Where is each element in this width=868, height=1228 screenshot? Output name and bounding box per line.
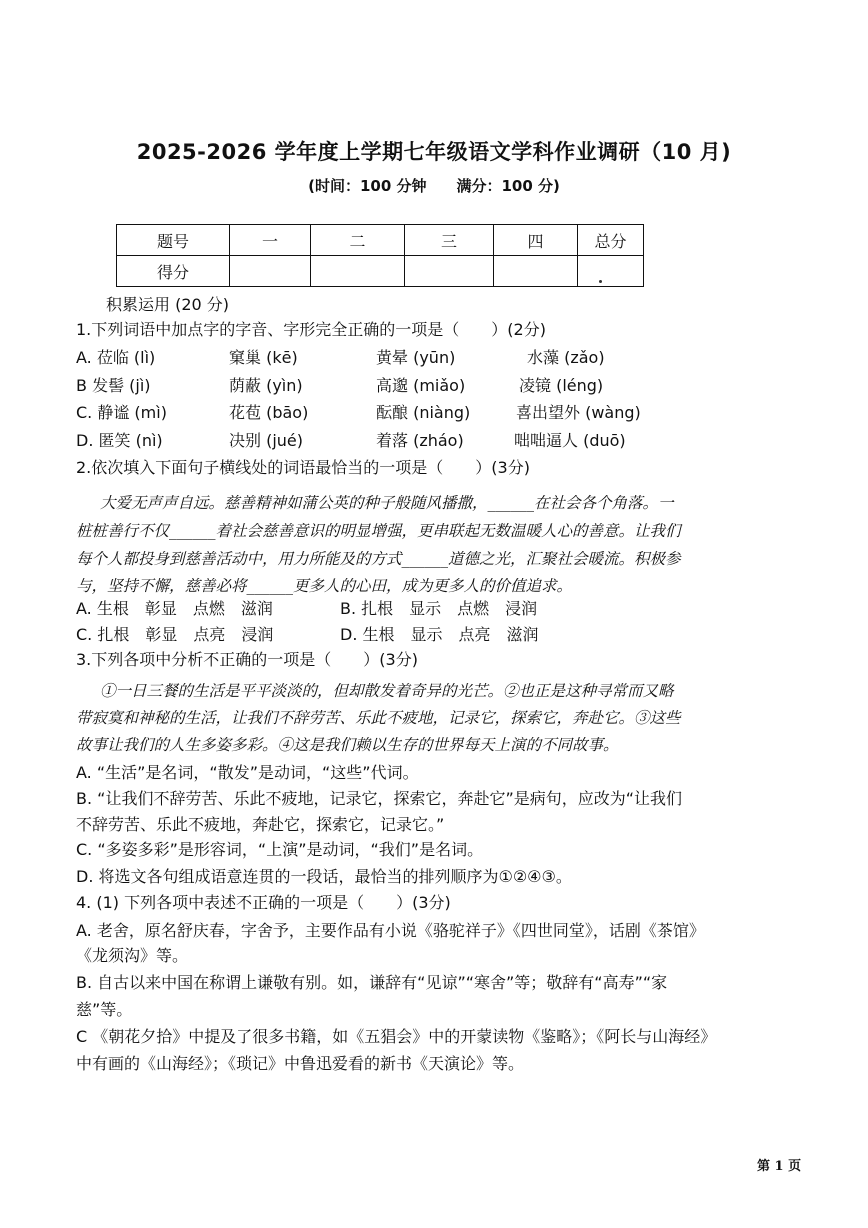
- table-cell: 总分: [578, 225, 644, 256]
- q1-option: 咄咄逼人 (duō): [514, 431, 626, 450]
- q3-option-c: C. “多姿多彩”是形容词，“上演”是动词，“我们”是名词。: [76, 840, 484, 859]
- q2-passage-line: 大爱无声声自远。慈善精神如蒲公英的种子般随风播撒，______在社会各个角落。一: [100, 494, 674, 512]
- q4-option-b-cont: 慈”等。: [76, 1000, 133, 1019]
- q2-passage-line: 每个人都投身到慈善活动中，用力所能及的方式______道德之光，汇聚社会暖流。积极参: [76, 550, 681, 568]
- q3-passage-line: 故事让我们的人生多姿多彩。④这是我们赖以生存的世界每天上演的不同故事。: [76, 736, 619, 754]
- table-cell[interactable]: [230, 256, 311, 287]
- q2-passage-line: 桩桩善行不仅______着社会慈善意识的明显增强，更串联起无数温暖人心的善意。让我们: [76, 522, 681, 540]
- question-4-stem: 4. (1) 下列各项中表述不正确的一项是（ ）(3分): [76, 893, 451, 912]
- q1-option: 窠巢 (kē): [229, 348, 298, 367]
- q3-passage-line: 带寂寞和神秘的生活，让我们不辞劳苦、乐此不疲地，记录它，探索它，奔赴它。③这些: [76, 709, 681, 727]
- q1-option: 着落 (zháo): [376, 431, 464, 450]
- q4-option-c-cont: 中有画的《山海经》；《琐记》中鲁迅爱看的新书《天演论》等。: [76, 1054, 525, 1073]
- q3-option-a: A. “生活”是名词，“散发”是动词，“这些”代词。: [76, 763, 419, 782]
- q1-option: A. 莅临 (lì): [76, 348, 156, 367]
- q3-option-d: D. 将选文各句组成语意连贯的一段话，最恰当的排列顺序为①②④③。: [76, 867, 572, 886]
- q3-option-b: B. “让我们不辞劳苦、乐此不疲地，记录它，探索它，奔赴它”是病句，应改为“让我们: [76, 789, 683, 808]
- q1-option: 花苞 (bāo): [229, 403, 309, 422]
- q1-option: 荫蔽 (yìn): [229, 376, 303, 395]
- q1-option: C. 静谧 (mì): [76, 403, 167, 422]
- table-cell: 四: [494, 225, 578, 256]
- q1-option: B 发髻 (jì): [76, 376, 151, 395]
- q1-option: 凌镜 (léng): [519, 376, 604, 395]
- q1-option: 喜出望外 (wàng): [516, 403, 641, 422]
- q4-option-a-cont: 《龙须沟》等。: [76, 946, 189, 965]
- page-title: 2025-2026 学年度上学期七年级语文学科作业调研（10 月): [136, 140, 732, 164]
- table-row: [117, 225, 644, 256]
- table-cell[interactable]: [578, 256, 644, 287]
- q4-option-a: A. 老舍，原名舒庆春，字舍予，主要作品有小说《骆驼祥子》《四世同堂》，话剧《茶馆》: [76, 921, 705, 940]
- q1-option: 决别 (jué): [229, 431, 304, 450]
- page-number: 第 1 页: [757, 1159, 802, 1174]
- q3-passage-line: ①一日三餐的生活是平平淡淡的，但却散发着奇异的光芒。②也正是这种寻常而又略: [100, 682, 674, 700]
- question-1-stem: 1.下列词语中加点字的字音、字形完全正确的一项是（ ）(2分): [76, 320, 546, 339]
- table-cell: 得分: [117, 256, 230, 287]
- q1-option: D. 匿笑 (nì): [76, 431, 163, 450]
- section-heading: 积累运用 (20 分): [106, 295, 230, 314]
- q2-option-b: B. 扎根 显示 点燃 浸润: [340, 599, 538, 618]
- q2-passage-line: 与，坚持不懈，慈善必将______更多人的心田，成为更多人的价值追求。: [76, 577, 573, 595]
- question-3-stem: 3.下列各项中分析不正确的一项是（ ）(3分): [76, 650, 418, 669]
- q1-option: 黄晕 (yūn): [376, 348, 456, 367]
- q1-option: 酝酿 (niàng): [376, 403, 471, 422]
- table-row: [117, 256, 644, 287]
- q1-option: 高邈 (miǎo): [376, 376, 466, 395]
- score-table: [116, 224, 644, 287]
- question-2-stem: 2.依次填入下面句子横线处的词语最恰当的一项是（ ）(3分): [76, 458, 530, 477]
- table-cell: 一: [230, 225, 311, 256]
- q3-option-b-cont: 不辞劳苦、乐此不疲地，奔赴它，探索它，记录它。”: [76, 815, 445, 834]
- q2-option-d: D. 生根 显示 点亮 滋润: [340, 625, 539, 644]
- table-cell: 二: [311, 225, 405, 256]
- q2-option-a: A. 生根 彰显 点燃 滋润: [76, 599, 273, 618]
- table-cell: 题号: [117, 225, 230, 256]
- table-cell[interactable]: [405, 256, 494, 287]
- q4-option-b: B. 自古以来中国在称谓上谦敬有别。如，谦辞有“见谅”“寒舍”等；敬辞有“高寿”“家: [76, 973, 668, 992]
- scan-dot: [599, 280, 602, 283]
- table-cell: 三: [405, 225, 494, 256]
- table-cell[interactable]: [311, 256, 405, 287]
- exam-info: (时间：100 分钟 满分：100 分): [308, 177, 560, 195]
- q4-option-c: C 《朝花夕拾》中提及了很多书籍，如《五猖会》中的开蒙读物《鉴略》；《阿长与山海经》: [76, 1027, 717, 1046]
- table-cell[interactable]: [494, 256, 578, 287]
- q2-option-c: C. 扎根 彰显 点亮 浸润: [76, 625, 274, 644]
- q1-option: 水藻 (zǎo): [527, 348, 605, 367]
